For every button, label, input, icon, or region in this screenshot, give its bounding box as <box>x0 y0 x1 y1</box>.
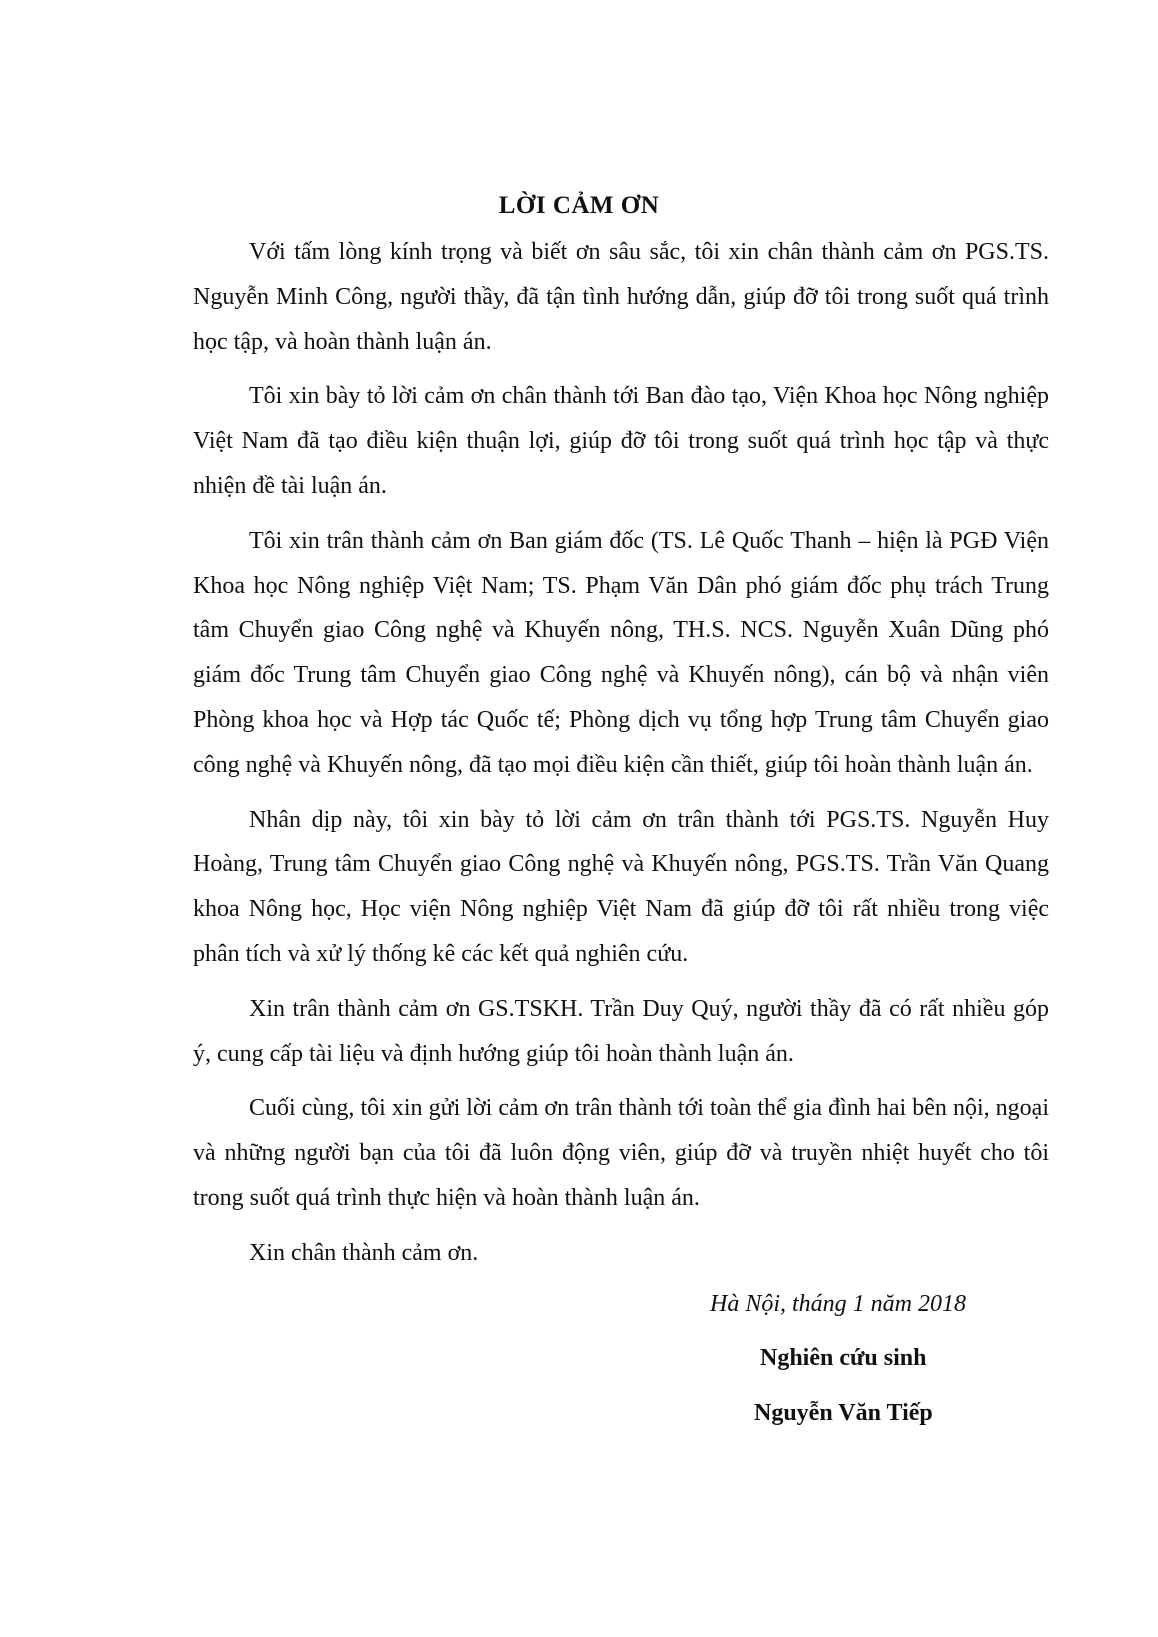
author-name: Nguyễn Văn Tiếp <box>754 1400 933 1426</box>
page-title: LỜI CẢM ƠN <box>498 192 660 219</box>
paragraph: Với tấm lòng kính trọng và biết ơn sâu sắc, tôi xin chân thành cảm ơn PGS.TS. Nguyễn Minh Công, người thầy, đã tận tình hướng dẫn, giúp đỡ tôi trong suốt quá trình học tập, và hoàn thành luận án. <box>193 239 1049 355</box>
paragraph: Xin chân thành cảm ơn. <box>249 1239 479 1266</box>
paragraph: Tôi xin bày tỏ lời cảm ơn chân thành tới Ban đào tạo, Viện Khoa học Nông nghiệp Việt Nam đã tạo điều kiện thuận lợi, giúp đỡ tôi trong suốt quá trình học tập và thực nhiện đề tài luận án. <box>193 383 1049 499</box>
paragraph: Cuối cùng, tôi xin gửi lời cảm ơn trân thành tới toàn thể gia đình hai bên nội, ngoại và những người bạn của tôi đã luôn động viên, giúp đỡ và truyền nhiệt huyết cho tôi trong suốt quá trình thực hiện và hoàn thành luận án. <box>193 1095 1049 1211</box>
author-role: Nghiên cứu sinh <box>760 1345 927 1371</box>
paragraph: Tôi xin trân thành cảm ơn Ban giám đốc (TS. Lê Quốc Thanh – hiện là PGĐ Viện Khoa học Nông nghiệp Việt Nam; TS. Phạm Văn Dân phó giám đốc phụ trách Trung tâm Chuyển giao Công nghệ và Khuyến nông, TH.S. NCS. Nguyễn Xuân Dũng phó giám đốc Trung tâm Chuyển giao Công nghệ và Khuyến nông), cán bộ và nhận viên Phòng khoa học và Hợp tác Quốc tế; Phòng dịch vụ tổng hợp Trung tâm Chuyển giao công nghệ và Khuyến nông, đã tạo mọi điều kiện cần thiết, giúp tôi hoàn thành luận án. <box>193 527 1049 778</box>
place-date: Hà Nội, tháng 1 năm 2018 <box>710 1291 967 1317</box>
paragraph: Nhân dịp này, tôi xin bày tỏ lời cảm ơn trân thành tới PGS.TS. Nguyễn Huy Hoàng, Trung tâm Chuyển giao Công nghệ và Khuyến nông, PGS.TS. Trần Văn Quang khoa Nông học, Học viện Nông nghiệp Việt Nam đã giúp đỡ tôi rất nhiều trong việc phân tích và xử lý thống kê các kết quả nghiên cứu. <box>193 806 1049 967</box>
paragraph: Xin trân thành cảm ơn GS.TSKH. Trần Duy Quý, người thầy đã có rất nhiều góp ý, cung cấp tài liệu và định hướng giúp tôi hoàn thành luận án. <box>193 995 1049 1067</box>
acknowledgement-body <box>193 230 1049 1286</box>
